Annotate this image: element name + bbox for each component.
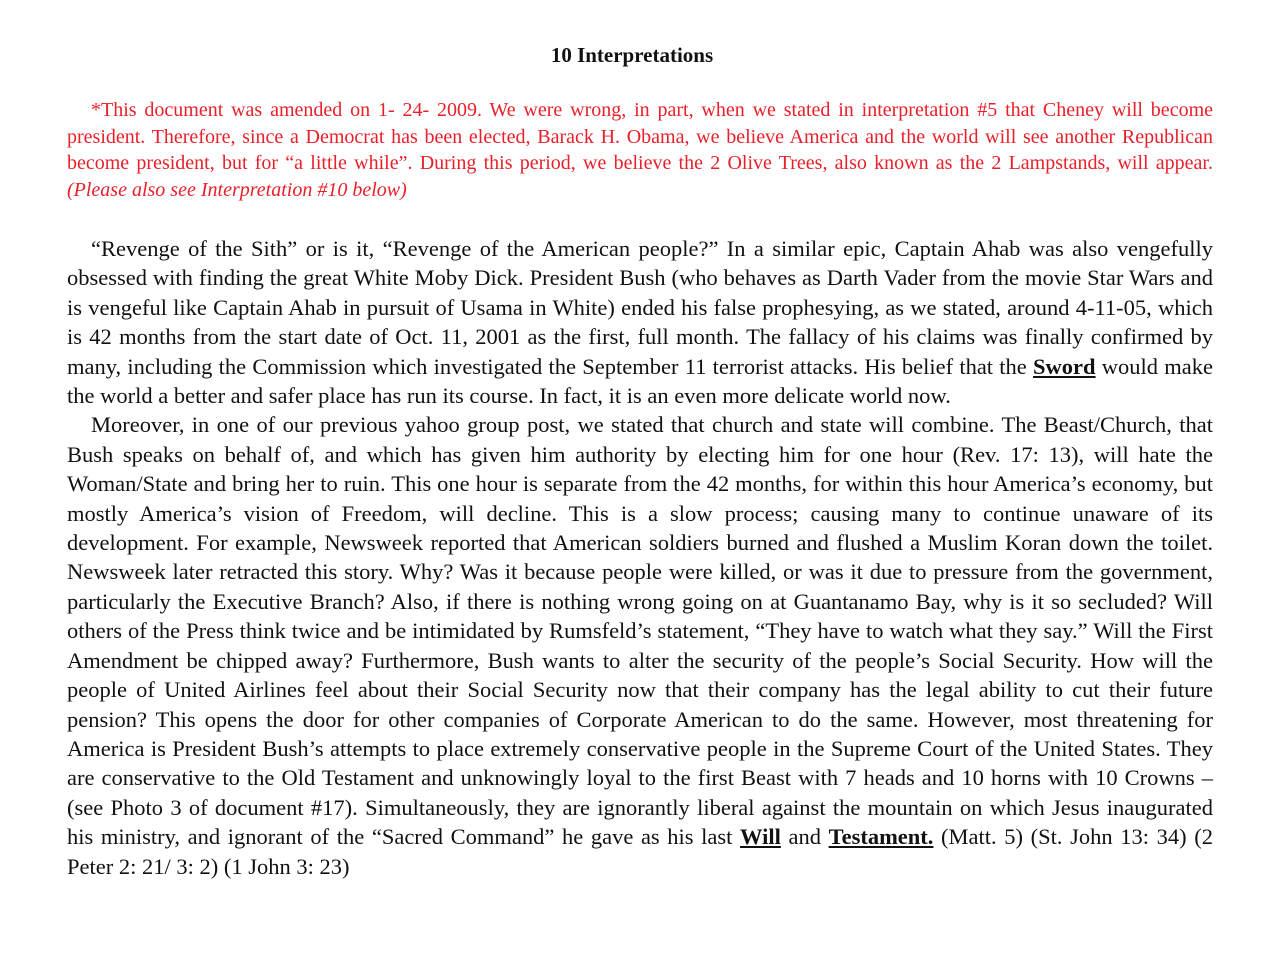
paragraph-2-text: Moreover, in one of our previous yahoo group post, we stated that church and state will combine. The Beast/Church, that Bush speaks on behalf of, and which has given him authority by electing him for one hour (Rev. 17: 13), will hate the Woman/State and bring her to ruin. This one hour is separate from the 42 months, for within this hour America’s economy, but mostly America’s vision of Freedom, will decline. This is a slow process; causing many to continue unaware of its development. For example, Newsweek reported that American soldiers burned and flushed a Muslim Koran down the toilet. Newsweek later retracted this story. Why? Was it because people were killed, or was it due to pressure from the government, particularly the Executive Branch? Also, if there is nothing wrong going on at Guantanamo Bay, why is it so secluded? Will others of the Press think twice and be intimidated by Rumsfeld’s statement, “They have to watch what they say.” Will the First Amendment be chipped away? Furthermore, Bush wants to alter the security of the people’s Social Security. How will the people of United Airlines feel about their Social Security now that their company has the legal ability to cut their future pension? This opens the door for other companies of Corporate American to do the same. However, most threatening for America is President Bush’s attempts to place extremely conservative people in the Supreme Court of the United States. They are conservative to the Old Testament and unknowingly loyal to the first Beast with 7 heads and 10 horns with 10 Crowns – (see Photo 3 of document #17). Simultaneously, they are ignorantly liberal against the mountain on which Jesus inaugurated his ministry, and ignorant of the “Sacred Command” he gave as his last: [67, 412, 1213, 850]
amendment-text: *This document was amended on 1- 24- 2009. We were wrong, in part, when we stated in interpretation #5 that Cheney will become president. Therefore, since a Democrat has been elected, Barack H. Obama, we believe America and the world will see another Republican become president, but for “a little while”. During this period, we believe the 2 Olive Trees, also known as the 2 Lampstands, will appear.: [67, 99, 1213, 174]
paragraph-1: [67, 234, 1213, 410]
amendment-note: (Please also see Interpretation #10 below): [67, 178, 407, 201]
testament-emphasis: Testament.: [828, 824, 934, 850]
amendment-notice: [67, 97, 1213, 203]
will-emphasis: Will: [740, 824, 781, 850]
paragraph-1-text: “Revenge of the Sith” or is it, “Revenge of the American people?” In a similar epic, Captain Ahab was also vengefully obsessed with finding the great White Moby Dick. President Bush (who behaves as Darth Vader from the movie Star Wars and is vengeful like Captain Ahab in pursuit of Usama in White) ended his false prophesying, as we stated, around 4-11-05, which is 42 months from the start date of Oct. 11, 2001 as the first, full month. The fallacy of his claims was finally confirmed by many, including the Commission which investigated the September 11 terrorist attacks. His belief that the: [67, 236, 1213, 379]
paragraph-2-references: (Matt. 5) (St. John 13: 34) (2 Peter 2: 21/ 3: 2) (1 John 3: 23): [67, 824, 1213, 879]
paragraph-1-text-end: would make the world a better and safer place has run its course. In fact, it is an even more delicate world now.: [67, 353, 1213, 409]
paragraph-2-and: and: [780, 824, 829, 850]
document-title: 10 Interpretations: [550, 43, 714, 67]
sword-emphasis: Sword: [1033, 353, 1096, 379]
paragraph-2: [67, 410, 1213, 881]
document-body: [67, 234, 1213, 881]
